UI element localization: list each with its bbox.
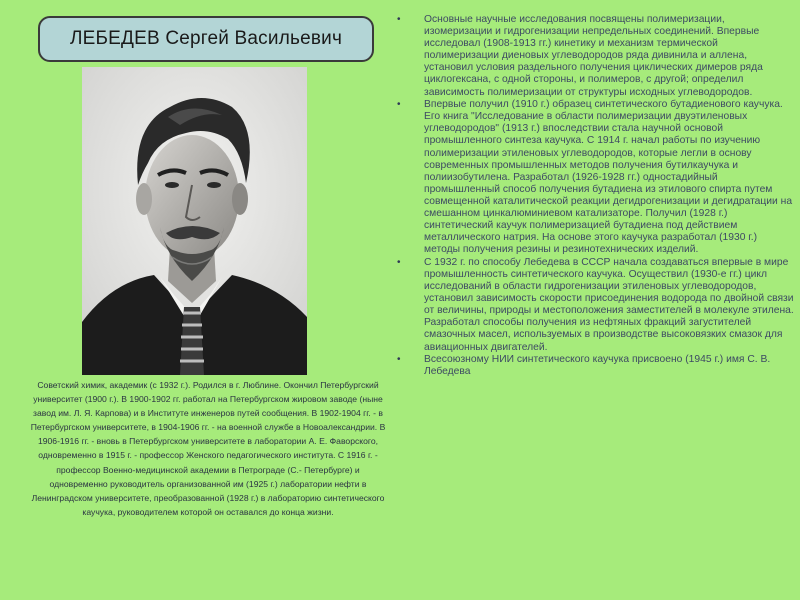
- portrait-photo: [82, 67, 307, 375]
- list-item: [396, 354, 794, 378]
- biography-caption: Советский химик, академик (с 1932 г.). Родился в г. Люблине. Окончил Петербургский университет (1900 г.). В 1900-1902 гг. работал на Петербургском жировом заводе (ныне завод им. Л. Я. Карпова) и в Институте инженеров путей сообщения. В 1902-1904 гг. - в Петербургском университете, в 1904-1906 гг. - на военной службе в Новоалександрии. В 1906-1916 гг. - вновь в Петербургском университете в лаборатории А. Е. Фаворского, одновременно в 1915 г. - профессор Женского педагогического института. С 1916 г. - профессор Военно-медицинской академии в Петрограде (С.- Петербурге) и одновременно руководитель организованной им (1925 г.) лаборатории нефти в Ленинградском университете, преобразованной (1928 г.) в лабораторию синтетического каучука, руководителем которой он оставался до конца жизни.: [30, 380, 386, 517]
- fact-text: С 1932 г. по способу Лебедева в СССР начала создаваться впервые в мире промышленность синтетического каучука. Осуществил (1930-е гг.) цикл исследований в области гидрогенизации этиленовых углеводородов, установил зависимость скорости присоединения водорода по двойной связи от величины, природы и местоположения заместителей в молекуле этилена. Разработал способы получения из нефтяных фракций загустителей смазочных масел, используемых в производстве высоковязких смазок для авиационных двигателей.: [424, 256, 794, 353]
- facts-list: [396, 14, 794, 379]
- list-item: [396, 257, 794, 354]
- fact-text: Впервые получил (1910 г.) образец синтетического бутадиенового каучука. Его книга "Исследование в области полимеризации двуэтиленовых углеводородов" (1913 г.) впоследствии стала научной основой промышленного синтеза каучука. С 1914 г. начал работы по изучению полимеризации этиленовых углеводородов, которые легли в основу современных промышленных методов получения бутилкаучука и полиизобутилена. Разработал (1926-1928 гг.) одностадийный промышленный способ получения бутадиена из этилового спирта путем совмещенной каталитической реакции дегидрогенизации и дегидратации на смешанном цинкалюминиевом катализаторе. Получил (1928 г.) синтетический каучук полимеризацией бутадиена под действием металлического натрия. На основе этого каучука разработал (1930 г.) методы получения резины и резинотехнических изделий.: [424, 99, 793, 256]
- list-item: [396, 99, 794, 256]
- list-item: [396, 14, 794, 99]
- slide-title: ЛЕБЕДЕВ Сергей Васильевич: [38, 16, 374, 62]
- fact-text: Всесоюзному НИИ синтетического каучука присвоено (1945 г.) имя С. В. Лебедева: [424, 354, 771, 378]
- bullet-icon: •: [397, 354, 401, 366]
- portrait-illustration: [82, 67, 307, 375]
- bullet-icon: •: [397, 99, 401, 111]
- bullet-icon: •: [397, 14, 401, 25]
- bullet-icon: •: [397, 256, 401, 268]
- fact-text: Основные научные исследования посвящены полимеризации, изомеризации и гидрогенизации непредельных соединений. Впервые исследовал (1908-1913 гг.) кинетику и механизм термической полимеризации диеновых углеводородов ряда дивинила и аллена, установил условия раздельного получения циклических димеров ряда циклогексана, с одной стороны, и полимеров, с другой; определил зависимость полимеризации от структуры исходных углеводородов.: [424, 14, 763, 98]
